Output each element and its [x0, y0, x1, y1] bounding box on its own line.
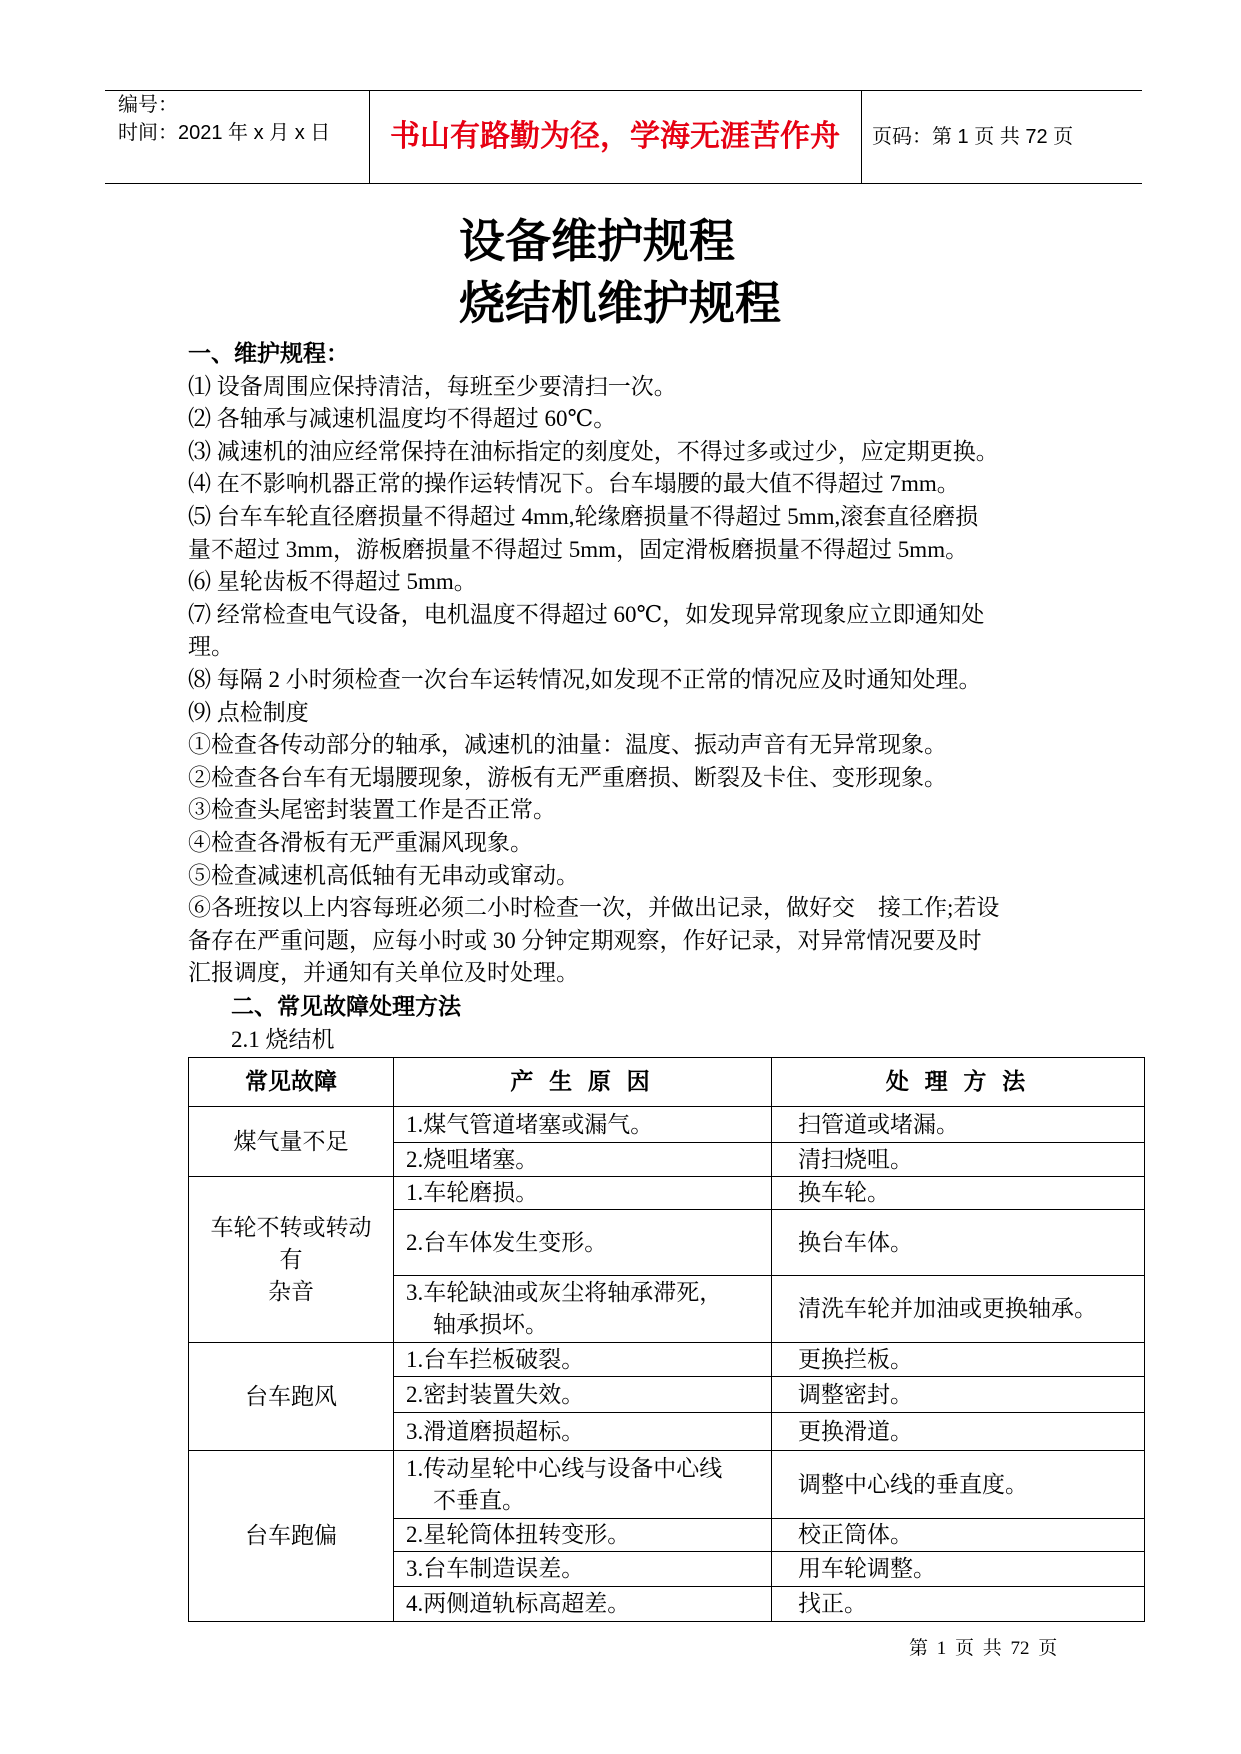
fault-cell — [189, 1451, 394, 1622]
cause-text: 1.煤气管道堵塞或漏气。 — [406, 1111, 654, 1137]
fault-label: 杂音 — [268, 1278, 314, 1304]
cause-text: 1.传动星轮中心线与设备中心线 — [406, 1455, 723, 1481]
rule-line: ⑴ 设备周围应保持清洁，每班至少要清扫一次。 — [188, 373, 677, 399]
cause-cell — [394, 1377, 772, 1413]
subsection-heading: 2.1 烧结机 — [231, 1027, 335, 1052]
cause-cell — [394, 1107, 772, 1143]
fault-label: 有 — [279, 1246, 303, 1272]
cause-cell — [394, 1177, 772, 1210]
cause-text: 3.滑道磨损超标。 — [406, 1418, 585, 1444]
cause-text: 2.台车体发生变形。 — [406, 1229, 608, 1255]
cause-text-continued: 轴承损坏。 — [433, 1312, 548, 1337]
rule-line: ⑺ 经常检查电气设备，电机温度不得超过 60℃，如发现异常现象应立即通知处 — [188, 601, 985, 627]
table-header-row — [189, 1058, 1145, 1107]
rule-line: 理。 — [188, 634, 234, 660]
fault-cell — [189, 1177, 394, 1343]
solution-cell: 换车轮。 — [772, 1177, 1145, 1210]
column-header-cause: 产 生 原 因 — [394, 1058, 772, 1107]
solution-cell: 调整密封。 — [772, 1377, 1145, 1413]
solution-cell: 换台车体。 — [772, 1210, 1145, 1276]
inspection-item: ①检查各传动部分的轴承，减速机的油量：温度、振动声音有无异常现象。 — [188, 732, 947, 758]
cause-text: 2.烧咀堵塞。 — [406, 1146, 539, 1172]
document-title: 设备维护规程 — [459, 216, 735, 267]
rule-line: 量不超过 3mm，游板磨损量不得超过 5mm，固定滑板磨损量不得超过 5mm。 — [188, 536, 969, 562]
header-divider-right — [861, 90, 862, 183]
cause-cell — [394, 1587, 772, 1622]
fault-cell — [189, 1343, 394, 1451]
cause-text-continued: 不垂直。 — [433, 1487, 525, 1513]
inspection-item: 备存在严重问题，应每小时或 30 分钟定期观察，作好记录，对异常情况要及时 — [188, 927, 982, 953]
cause-cell — [394, 1451, 772, 1519]
cause-cell — [394, 1210, 772, 1276]
section-heading: 一、维护规程： — [188, 341, 349, 366]
cause-text: 1.台车拦板破裂。 — [406, 1346, 585, 1372]
rule-line: ⑻ 每隔 2 小时须检查一次台车运转情况,如发现不正常的情况应及时通知处理。 — [188, 666, 982, 692]
fault-label: 台车跑偏 — [245, 1523, 337, 1548]
solution-cell: 更换拦板。 — [772, 1343, 1145, 1377]
fault-label: 台车跑风 — [245, 1383, 337, 1409]
header-page-number: 页码：第 1 页 共 72 页 — [872, 126, 1074, 148]
solution-cell: 调整中心线的垂直度。 — [772, 1451, 1145, 1519]
inspection-item: ⑥各班按以上内容每班必须二小时检查一次，并做出记录，做好交 接工作;若设 — [188, 895, 1000, 921]
cause-cell — [394, 1143, 772, 1177]
column-header-solution: 处 理 方 法 — [772, 1058, 1145, 1107]
rule-line: ⑹ 星轮齿板不得超过 5mm。 — [188, 569, 477, 595]
solution-cell: 校正筒体。 — [772, 1519, 1145, 1552]
fault-handling-table — [188, 1057, 1145, 1622]
rule-line: ⑸ 台车车轮直径磨损量不得超过 4mm,轮缘磨损量不得超过 5mm,滚套直径磨损 — [188, 503, 979, 529]
rule-line: ⑼ 点检制度 — [188, 699, 309, 725]
solution-cell: 清洗车轮并加油或更换轴承。 — [772, 1276, 1145, 1343]
column-header-fault: 常见故障 — [189, 1058, 394, 1107]
solution-cell: 扫管道或堵漏。 — [772, 1107, 1145, 1143]
cause-cell — [394, 1413, 772, 1451]
header-bottom-rule — [105, 183, 1142, 184]
cause-text: 2.星轮筒体扭转变形。 — [406, 1522, 631, 1547]
table-row — [189, 1343, 1145, 1377]
cause-cell — [394, 1276, 772, 1343]
inspection-item: ⑤检查减速机高低轴有无串动或窜动。 — [188, 862, 579, 888]
cause-text: 2.密封装置失效。 — [406, 1381, 585, 1407]
table-row — [189, 1107, 1145, 1143]
solution-cell: 用车轮调整。 — [772, 1552, 1145, 1587]
inspection-item: ④检查各滑板有无严重漏风现象。 — [188, 829, 533, 855]
table-row — [189, 1451, 1145, 1519]
table-row — [189, 1177, 1145, 1210]
document-subtitle: 烧结机维护规程 — [459, 278, 781, 329]
solution-cell: 清扫烧咀。 — [772, 1143, 1145, 1177]
footer-page-number: 第 1 页 共 72 页 — [909, 1638, 1058, 1659]
cause-cell — [394, 1552, 772, 1587]
date-line: 时间：2021 年 x 月 x 日 — [118, 122, 331, 144]
cause-cell — [394, 1519, 772, 1552]
fault-cell — [189, 1107, 394, 1177]
header-top-rule — [105, 90, 1142, 91]
inspection-item: ③检查头尾密封装置工作是否正常。 — [188, 797, 556, 823]
rule-line: ⑵ 各轴承与减速机温度均不得超过 60℃。 — [188, 406, 617, 432]
serial-number-label: 编号： — [118, 94, 178, 116]
cause-text: 4.两侧道轨标高超差。 — [406, 1591, 631, 1616]
cause-text: 1.车轮磨损。 — [406, 1180, 539, 1205]
solution-cell: 更换滑道。 — [772, 1413, 1145, 1451]
rule-line: ⑷ 在不影响机器正常的操作运转情况下。台车塌腰的最大值不得超过 7mm。 — [188, 471, 960, 497]
solution-cell: 找正。 — [772, 1587, 1145, 1622]
section-heading: 二、常见故障处理方法 — [231, 994, 461, 1019]
inspection-item: ②检查各台车有无塌腰现象，游板有无严重磨损、断裂及卡住、变形现象。 — [188, 764, 947, 790]
rule-line: ⑶ 减速机的油应经常保持在油标指定的刻度处，不得过多或过少，应定期更换。 — [188, 438, 999, 464]
cause-cell — [394, 1343, 772, 1377]
header-motto: 书山有路勤为径，学海无涯苦作舟 — [390, 120, 840, 153]
cause-text: 3.车轮缺油或灰尘将轴承滞死， — [406, 1280, 723, 1305]
fault-label: 车轮不转或转动 — [210, 1214, 372, 1240]
cause-text: 3.台车制造误差。 — [406, 1556, 585, 1581]
maintenance-rules-section — [188, 338, 999, 990]
fault-label: 煤气量不足 — [233, 1128, 349, 1154]
inspection-item: 汇报调度，并通知有关单位及时处理。 — [188, 960, 579, 986]
